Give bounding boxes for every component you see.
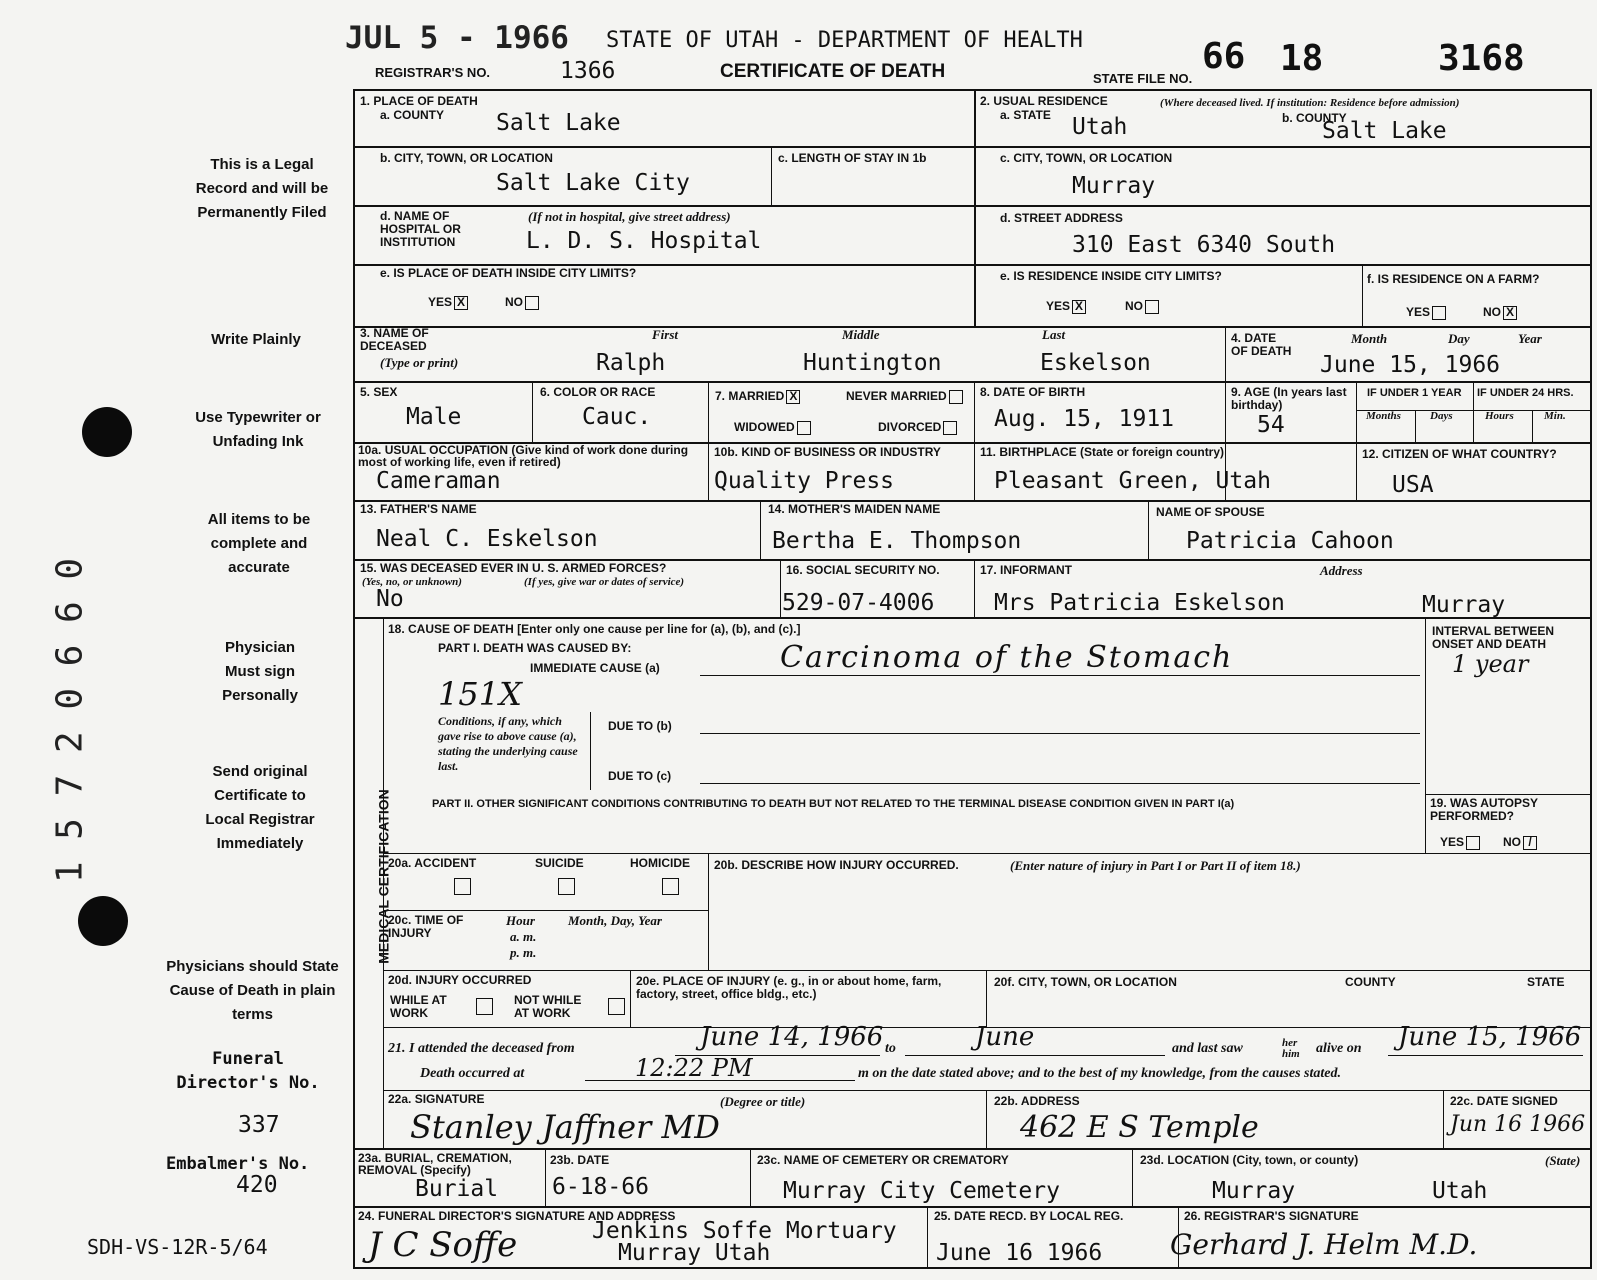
- funeral-director-label: Funeral Director's No.: [176, 1049, 320, 1093]
- cemetery-value: Murray City Cemetery: [783, 1178, 1060, 1204]
- month-label: Month: [1351, 331, 1388, 346]
- res-city-label: c. CITY, TOWN, OR LOCATION: [1000, 151, 1173, 165]
- checkbox-checked: X: [786, 390, 800, 404]
- mother-value: Bertha E. Thompson: [772, 528, 1022, 554]
- year-label: Year: [1518, 331, 1542, 346]
- time-of-injury-label: 20c. TIME OF INJURY: [388, 913, 464, 940]
- due-to-c-label: DUE TO (c): [608, 769, 672, 783]
- hospital-value: L. D. S. Hospital: [526, 228, 762, 254]
- widowed-option[interactable]: WIDOWED: [734, 421, 811, 435]
- interval-label: INTERVAL BETWEEN ONSET AND DEATH: [1432, 624, 1555, 651]
- city-label: b. CITY, TOWN, OR LOCATION: [380, 151, 553, 165]
- interval-value: 1 year: [1452, 650, 1529, 678]
- father-label: 13. FATHER'S NAME: [360, 502, 477, 516]
- farm-label: f. IS RESIDENCE ON A FARM?: [1367, 272, 1540, 286]
- not-while-at-work-checkbox[interactable]: [608, 998, 625, 1015]
- form-number: SDH-VS-12R-5/64: [87, 1235, 268, 1259]
- checkbox-checked: X: [1503, 306, 1517, 320]
- father-value: Neal C. Eskelson: [376, 526, 598, 552]
- res-state-label: a. STATE: [1000, 108, 1051, 122]
- sex-label: 5. SEX: [360, 385, 398, 399]
- serial-number: 1 5 7 2 0 6 6 0: [49, 557, 91, 884]
- day-label: Day: [1448, 331, 1470, 346]
- occupation-label: 10a. USUAL OCCUPATION (Give kind of work done during most of working life, even if retired): [358, 443, 689, 469]
- physician-address-value: 462 E S Temple: [1020, 1110, 1259, 1145]
- due-to-b-label: DUE TO (b): [608, 719, 672, 733]
- death-city-limits-yes[interactable]: YES X: [428, 296, 468, 310]
- dob-value: Aug. 15, 1911: [994, 406, 1175, 432]
- last-name: Eskelson: [1040, 350, 1151, 376]
- funeral-director-no: 337: [238, 1112, 280, 1138]
- injury-state-label: STATE: [1527, 975, 1565, 989]
- county-value: Salt Lake: [496, 110, 621, 136]
- res-county-value: Salt Lake: [1322, 118, 1447, 144]
- location-state-label: (State): [1545, 1153, 1581, 1168]
- middle-name: Huntington: [803, 350, 942, 376]
- dob-label: 8. DATE OF BIRTH: [980, 385, 1086, 399]
- legal-record-note: This is a Legal Record and will be Permanently Filed: [195, 156, 329, 221]
- suicide-checkbox[interactable]: [558, 878, 575, 895]
- physicians-should-note: Physicians should State Cause of Death in plain terms: [166, 958, 339, 1023]
- usual-residence-label: 2. USUAL RESIDENCE: [980, 94, 1108, 108]
- signature-label: 22a. SIGNATURE: [388, 1092, 485, 1106]
- ssn-value: 529-07-4006: [782, 590, 935, 616]
- burial-value: Burial: [415, 1176, 499, 1202]
- middle-label: Middle: [842, 327, 880, 342]
- attended-from-value: June 14, 1966: [700, 1022, 884, 1052]
- name-label: 3. NAME OF DECEASED: [360, 326, 429, 353]
- race-value: Cauc.: [582, 404, 652, 430]
- date-of-death-label: 4. DATE OF DEATH: [1231, 331, 1292, 358]
- suicide-label: SUICIDE: [535, 856, 584, 870]
- occupation-value: Cameraman: [376, 468, 501, 494]
- res-city-limits-yes[interactable]: YES X: [1046, 300, 1086, 314]
- city-value: Salt Lake City: [496, 170, 690, 196]
- location-state-value: Utah: [1432, 1178, 1488, 1204]
- armed-forces-label: 15. WAS DECEASED EVER IN U. S. ARMED FORCES?: [360, 561, 667, 575]
- first-name: Ralph: [596, 350, 666, 376]
- farm-yes[interactable]: YES: [1406, 306, 1446, 320]
- autopsy-yes[interactable]: YES: [1440, 836, 1480, 850]
- date-signed-value: Jun 16 1966: [1450, 1112, 1586, 1137]
- age-value: 54: [1257, 412, 1285, 438]
- attended-label: 21. I attended the deceased from: [388, 1041, 575, 1056]
- death-city-limits-no[interactable]: NO: [505, 296, 539, 310]
- married-option[interactable]: 7. MARRIED X: [715, 390, 800, 404]
- hours-label: Hours: [1485, 410, 1514, 422]
- location-label: 23d. LOCATION (City, town, or county): [1140, 1153, 1359, 1167]
- length-of-stay-label: c. LENGTH OF STAY IN 1b: [778, 151, 927, 165]
- race-label: 6. COLOR OR RACE: [540, 385, 656, 399]
- immediate-cause-label: IMMEDIATE CAUSE (a): [530, 661, 660, 675]
- homicide-label: HOMICIDE: [630, 856, 690, 870]
- last-seen-value: June 15, 1966: [1398, 1022, 1582, 1052]
- location-value: Murray: [1212, 1178, 1296, 1204]
- medical-certification-label: MEDICAL CERTIFICATION: [375, 789, 392, 964]
- informant-address-value: Murray: [1422, 592, 1506, 618]
- first-label: First: [652, 327, 679, 342]
- while-at-work-checkbox[interactable]: [476, 998, 493, 1015]
- send-original-note: Send original Certificate to Local Registrar Immediately: [205, 763, 315, 852]
- burial-date-label: 23b. DATE: [550, 1153, 610, 1167]
- mdy-label: Month, Day, Year: [568, 913, 662, 928]
- ssn-label: 16. SOCIAL SECURITY NO.: [786, 563, 940, 577]
- pm-label: p. m.: [510, 945, 537, 960]
- date-recd-value: June 16 1966: [936, 1240, 1103, 1266]
- homicide-checkbox[interactable]: [662, 878, 679, 895]
- am-label: a. m.: [510, 929, 537, 944]
- months-label: Months: [1366, 410, 1401, 422]
- typewriter-note: Use Typewriter or Unfading Ink: [195, 409, 321, 450]
- date-recd-label: 25. DATE RECD. BY LOCAL REG.: [934, 1209, 1124, 1223]
- death-city-limits-label: e. IS PLACE OF DEATH INSIDE CITY LIMITS?: [380, 266, 637, 280]
- hospital-note: (If not in hospital, give street address): [528, 209, 731, 224]
- injury-description-note: (Enter nature of injury in Part I or Part II of item 18.): [1010, 858, 1301, 873]
- business-label: 10b. KIND OF BUSINESS OR INDUSTRY: [714, 445, 941, 459]
- res-state-value: Utah: [1072, 114, 1128, 140]
- armed-forces-note-2: (If yes, give war or dates of service): [524, 576, 685, 588]
- physician-address-label: 22b. ADDRESS: [994, 1094, 1080, 1108]
- checkbox-checked: X: [454, 296, 468, 310]
- embalmer-label: Embalmer's No.: [166, 1154, 310, 1174]
- mortuary-city: Murray Utah: [618, 1240, 771, 1266]
- received-date-stamp: JUL 5 - 1966: [345, 20, 569, 56]
- under-24-hrs-label: IF UNDER 24 HRS.: [1477, 387, 1574, 399]
- min-label: Min.: [1544, 410, 1566, 422]
- state-file-label: STATE FILE NO.: [1093, 71, 1193, 86]
- last-label: Last: [1042, 327, 1066, 342]
- while-at-work-label: WHILE AT WORK: [390, 993, 447, 1020]
- days-label: Days: [1430, 410, 1453, 422]
- informant-address-label: Address: [1320, 563, 1363, 578]
- state-department-heading: STATE OF UTAH - DEPARTMENT OF HEALTH: [606, 28, 1083, 53]
- conditions-note: Conditions, if any, which gave rise to above cause (a), stating the underlying cause last.: [438, 714, 578, 773]
- never-married-option[interactable]: NEVER MARRIED: [846, 390, 963, 404]
- mother-label: 14. MOTHER'S MAIDEN NAME: [768, 502, 941, 516]
- business-value: Quality Press: [714, 468, 895, 494]
- burial-date-value: 6-18-66: [552, 1174, 649, 1200]
- state-file-no-2: 18: [1280, 38, 1324, 79]
- degree-label: (Degree or title): [720, 1094, 806, 1109]
- informant-value: Mrs Patricia Eskelson: [994, 590, 1285, 616]
- accident-checkbox[interactable]: [454, 878, 471, 895]
- street-value: 310 East 6340 South: [1072, 232, 1336, 258]
- sex-value: Male: [406, 404, 462, 430]
- registrar-no: 1366: [560, 58, 616, 84]
- alive-on-label: alive on: [1316, 1041, 1362, 1056]
- death-occurred-label: Death occurred at: [420, 1066, 525, 1081]
- hour-label: Hour: [506, 913, 535, 928]
- spouse-value: Patricia Cahoon: [1186, 528, 1394, 554]
- registrar-signature: Gerhard J. Helm M.D.: [1170, 1228, 1478, 1261]
- injury-county-label: COUNTY: [1345, 975, 1396, 989]
- cause-value: Carcinoma of the Stomach: [780, 640, 1234, 675]
- death-time-value: 12:22 PM: [635, 1054, 753, 1082]
- checkbox-checked: /: [1523, 836, 1537, 850]
- informant-label: 17. INFORMANT: [980, 563, 1073, 577]
- res-city-limits-no[interactable]: NO: [1125, 300, 1159, 314]
- all-items-note: All items to be complete and accurate: [207, 511, 311, 576]
- physician-signature: Stanley Jaffner MD: [410, 1108, 720, 1146]
- date-signed-label: 22c. DATE SIGNED: [1450, 1094, 1558, 1108]
- res-city-limits-label: e. IS RESIDENCE INSIDE CITY LIMITS?: [1000, 269, 1222, 283]
- registrar-signature-label: 26. REGISTRAR'S SIGNATURE: [1184, 1209, 1359, 1223]
- write-plainly-note: Write Plainly: [211, 331, 301, 348]
- checkbox-checked: X: [1072, 300, 1086, 314]
- birthplace-label: 11. BIRTHPLACE (State or foreign country): [980, 445, 1225, 459]
- citizen-label: 12. CITIZEN OF WHAT COUNTRY?: [1362, 447, 1557, 461]
- mortuary-name: Jenkins Soffe Mortuary: [592, 1218, 897, 1244]
- armed-forces-value: No: [376, 586, 404, 612]
- autopsy-no[interactable]: NO /: [1503, 836, 1537, 850]
- injury-occurred-label: 20d. INJURY OCCURRED: [388, 973, 532, 987]
- armed-forces-note-1: (Yes, no, or unknown): [362, 576, 462, 588]
- burial-label: 23a. BURIAL, CREMATION, REMOVAL (Specify): [358, 1151, 512, 1177]
- usual-residence-note: (Where deceased lived. If institution: Residence before admission): [1160, 97, 1460, 109]
- embalmer-no: 420: [236, 1172, 278, 1198]
- cause-of-death-label: 18. CAUSE OF DEATH [Enter only one cause per line for (a), (b), and (c).]: [388, 622, 801, 636]
- injury-description-label: 20b. DESCRIBE HOW INJURY OCCURRED.: [714, 858, 959, 872]
- physician-sign-note: Physician Must sign Personally: [222, 639, 298, 704]
- cause-code: 151X: [438, 675, 522, 713]
- funeral-director-signature: J C Soffe: [368, 1225, 518, 1265]
- accident-label: 20a. ACCIDENT: [388, 856, 477, 870]
- state-file-no-1: 66: [1202, 36, 1246, 77]
- part2-label: PART II. OTHER SIGNIFICANT CONDITIONS CONTRIBUTING TO DEATH BUT NOT RELATED TO THE TERMINAL DISEASE CONDITION GIVEN IN PART I(a): [432, 798, 1235, 810]
- place-of-injury-label: 20e. PLACE OF INJURY (e. g., in or about home, farm, factory, street, office bldg., etc.): [636, 974, 942, 1001]
- cemetery-label: 23c. NAME OF CEMETERY OR CREMATORY: [757, 1153, 1009, 1167]
- attended-to-value: June: [975, 1022, 1035, 1052]
- spouse-label: NAME OF SPOUSE: [1156, 505, 1265, 519]
- attended-to-label: to: [885, 1041, 896, 1056]
- part1-label: PART I. DEATH WAS CAUSED BY:: [438, 641, 632, 655]
- under-1-year-label: IF UNDER 1 YEAR: [1367, 387, 1462, 399]
- street-label: d. STREET ADDRESS: [1000, 211, 1123, 225]
- date-of-death-value: June 15, 1966: [1320, 352, 1501, 378]
- citizen-value: USA: [1392, 472, 1434, 498]
- state-file-no-3: 3168: [1438, 38, 1525, 79]
- stated-label: m on the date stated above; and to the best of my knowledge, from the causes stated.: [858, 1066, 1341, 1081]
- last-saw-label: and last saw: [1172, 1041, 1243, 1056]
- place-of-death-label: 1. PLACE OF DEATH: [360, 94, 478, 108]
- name-note: (Type or print): [380, 355, 459, 370]
- injury-city-label: 20f. CITY, TOWN, OR LOCATION: [994, 975, 1177, 989]
- age-label: 9. AGE (In years last birthday): [1231, 385, 1347, 412]
- farm-no[interactable]: NO X: [1483, 306, 1517, 320]
- her-him-label: her him: [1282, 1037, 1300, 1060]
- hospital-label: d. NAME OF HOSPITAL OR INSTITUTION: [380, 209, 461, 249]
- res-county-label: b. COUNTY: [1282, 111, 1347, 125]
- certificate-title: CERTIFICATE OF DEATH: [720, 61, 946, 82]
- res-city-value: Murray: [1072, 173, 1156, 199]
- birthplace-value: Pleasant Green, Utah: [994, 468, 1271, 494]
- registrar-no-label: REGISTRAR'S NO.: [375, 65, 491, 80]
- divorced-option[interactable]: DIVORCED: [878, 421, 957, 435]
- county-label: a. COUNTY: [380, 108, 445, 122]
- funeral-director-signature-label: 24. FUNERAL DIRECTOR'S SIGNATURE AND ADDRESS: [358, 1209, 676, 1223]
- not-while-at-work-label: NOT WHILE AT WORK: [514, 993, 582, 1020]
- autopsy-label: 19. WAS AUTOPSY PERFORMED?: [1430, 796, 1538, 823]
